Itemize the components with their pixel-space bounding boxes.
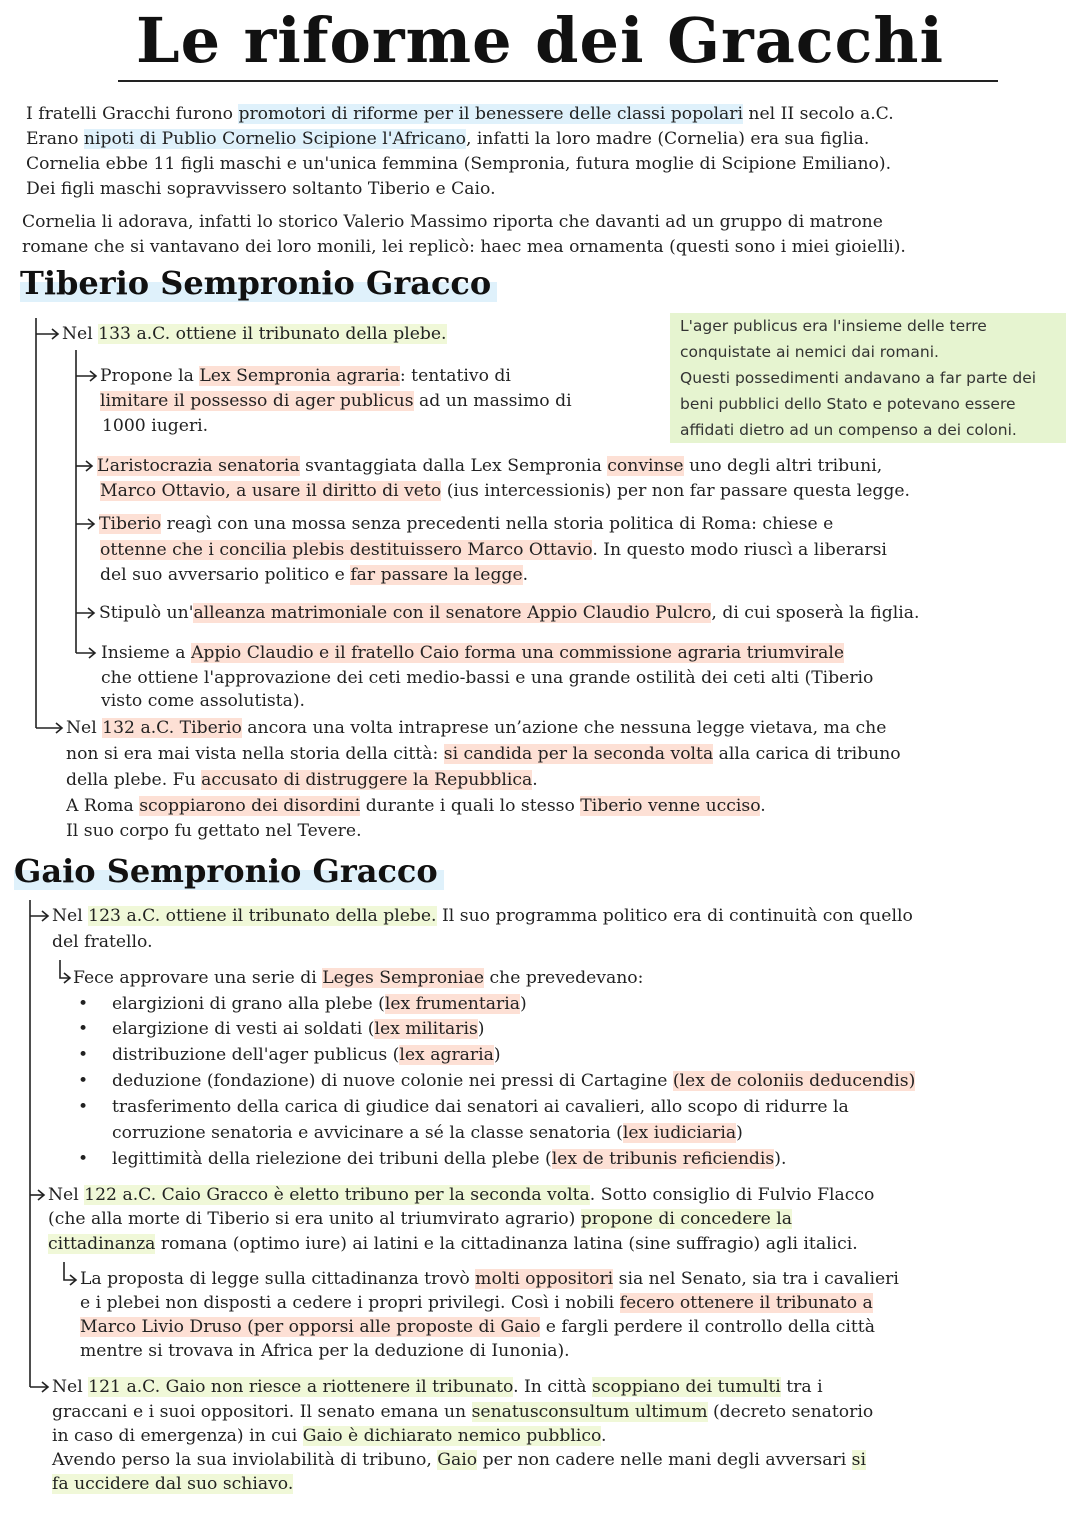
bullet-dot: • [78,1071,89,1091]
intro-line-4: Dei figli maschi sopravvissero soltanto Tiberio e Caio. [26,179,496,199]
intro-line-6: romane che si vantavano dei loro monili, lei replicò: haec mea ornamenta (questi sono i miei gioielli). [22,237,906,257]
tiberio-line-15: non si era mai vista nella storia della città: si candida per la seconda volta alla carica di tribuno [66,744,901,764]
gaio-line-3: Fece approvare una serie di Leges Semproniae che prevedevano: [73,968,644,988]
law-item-4: deduzione (fondazione) di nuove colonie nei pressi di Cartagine (lex de coloniis deducendis) [112,1071,916,1091]
ager-publicus-note: L'ager publicus era l'insieme delle terre conquistate ai nemici dai romani. Questi possedimenti andavano a far parte dei beni pubblici dello Stato e potevano essere affidati dietro ad un compenso a dei coloni. [670,313,1066,443]
tiberio-line-11: Insieme a Appio Claudio e il fratello Caio forma una commissione agraria triumvirale [101,643,845,663]
page-title: Le riforme dei Gracchi [135,4,945,77]
tiberio-line-14: Nel 132 a.C. Tiberio ancora una volta intraprese un’azione che nessuna legge vietava, ma che [66,718,887,738]
gaio-line-8: e i plebei non disposti a cedere i propri privilegi. Così i nobili fecero ottenere il tribunato a [80,1293,873,1313]
intro-line-3: Cornelia ebbe 11 figli maschi e un'unica femmina (Sempronia, futura moglie di Scipione Emiliano). [26,154,892,174]
law-item-3: distribuzione dell'ager publicus (lex agraria) [112,1045,501,1065]
intro-line-5: Cornelia li adorava, infatti lo storico Valerio Massimo riporta che davanti ad un gruppo di matrone [22,212,883,232]
law-item-1: elargizioni di grano alla plebe (lex frumentaria) [112,994,527,1014]
gaio-line-11: Nel 121 a.C. Gaio non riesce a riottenere il tribunato. In città scoppiano dei tumulti tra i [52,1377,823,1397]
gaio-line-5: (che alla morte di Tiberio si era unito al triumvirato agrario) propone di concedere la [48,1209,792,1229]
gaio-line-12: graccani e i suoi oppositori. Il senato emana un senatusconsultum ultimum (decreto senatorio [52,1402,874,1422]
tiberio-line-18: Il suo corpo fu gettato nel Tevere. [66,821,362,841]
gaio-line-2: del fratello. [52,932,153,952]
tiberio-line-9: del suo avversario politico e far passare la legge. [100,565,529,585]
bullet-dot: • [78,1045,89,1065]
gaio-line-15: fa uccidere dal suo schiavo. [52,1474,294,1494]
law-item-5-cont: corruzione senatoria e avvicinare a sé la classe senatoria (lex iudiciaria) [112,1123,743,1143]
tiberio-line-4: 1000 iugeri. [102,416,209,436]
intro-line-2: Erano nipoti di Publio Cornelio Scipione l'Africano, infatti la loro madre (Cornelia) era sua figlia. [26,129,870,149]
tiberio-line-10: Stipulò un'alleanza matrimoniale con il senatore Appio Claudio Pulcro, di cui sposerà la figlia. [99,603,920,623]
tiberio-line-17: A Roma scoppiarono dei disordini durante i quali lo stesso Tiberio venne ucciso. [66,796,766,816]
gaio-line-4: Nel 122 a.C. Caio Gracco è eletto tribuno per la seconda volta. Sotto consiglio di Fulvio Flacco [48,1185,875,1205]
heading-gaio: Gaio Sempronio Gracco [14,852,444,890]
gaio-line-1: Nel 123 a.C. ottiene il tribunato della plebe. Il suo programma politico era di continuità con quello [52,906,913,926]
gaio-line-14: Avendo perso la sua inviolabilità di tribuno, Gaio per non cadere nelle mani degli avversari si [52,1450,866,1470]
tiberio-line-7: Tiberio reagì con una mossa senza precedenti nella storia politica di Roma: chiese e [99,514,834,534]
tiberio-line-5: L’aristocrazia senatoria svantaggiata dalla Lex Sempronia convinse uno degli altri tribuni, [97,456,883,476]
gaio-line-6: cittadinanza romana (optimo iure) ai latini e la cittadinanza latina (sine suffragio) agli italici. [48,1234,858,1254]
heading-tiberio: Tiberio Sempronio Gracco [20,264,497,302]
tiberio-line-12: che ottiene l'approvazione dei ceti medio-bassi e una grande ostilità dei ceti alti (Tiberio [101,668,874,688]
intro-line-1: I fratelli Gracchi furono promotori di riforme per il benessere delle classi popolari nel II secolo a.C. [26,104,894,124]
gaio-line-10: mentre si trovava in Africa per la deduzione di Iunonia). [80,1341,570,1361]
law-item-2: elargizione di vesti ai soldati (lex militaris) [112,1019,485,1039]
gaio-line-13: in caso di emergenza) in cui Gaio è dichiarato nemico pubblico. [52,1426,607,1446]
law-item-6: legittimità della rielezione dei tribuni della plebe (lex de tribunis reficiendis). [112,1149,787,1169]
tiberio-line-8: ottenne che i concilia plebis destituissero Marco Ottavio. In questo modo riuscì a liberarsi [100,540,887,560]
law-item-5: trasferimento della carica di giudice dai senatori ai cavalieri, allo scopo di ridurre la [112,1097,849,1117]
tiberio-line-1: Nel 133 a.C. ottiene il tribunato della plebe. [62,324,447,344]
tiberio-line-13: visto come assolutista). [101,691,306,711]
tiberio-line-6: Marco Ottavio, a usare il diritto di veto (ius intercessionis) per non far passare questa legge. [100,481,911,501]
tiberio-line-3: limitare il possesso di ager publicus ad un massimo di [100,391,572,411]
tiberio-line-2: Propone la Lex Sempronia agraria: tentativo di [100,366,511,386]
bullet-dot: • [78,1149,89,1169]
gaio-line-7: La proposta di legge sulla cittadinanza trovò molti oppositori sia nel Senato, sia tra i cavalieri [80,1269,899,1289]
bullet-dot: • [78,1097,89,1117]
bullet-dot: • [78,1019,89,1039]
tiberio-line-16: della plebe. Fu accusato di distruggere la Repubblica. [66,770,538,790]
gaio-line-9: Marco Livio Druso (per opporsi alle proposte di Gaio e fargli perdere il controllo della città [80,1317,875,1337]
bullet-dot: • [78,994,89,1014]
